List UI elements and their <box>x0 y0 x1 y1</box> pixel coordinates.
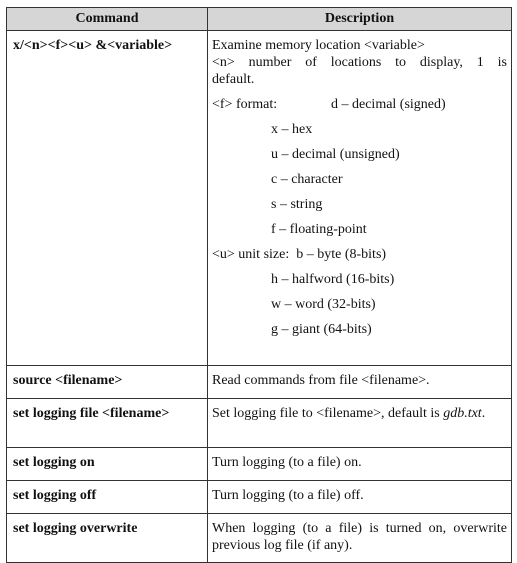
table-row <box>7 481 512 514</box>
table-row <box>7 366 512 399</box>
description-cell <box>208 31 512 366</box>
unit-option: g – giant (64-bits) <box>271 322 372 337</box>
desc-word: locations <box>330 55 382 70</box>
format-option: s – string <box>271 197 323 212</box>
unit-option: h – halfword (16-bits) <box>271 272 395 287</box>
desc-word: to <box>395 55 407 70</box>
unit-option: b – byte (8-bits) <box>296 247 387 262</box>
desc-word: 1 <box>476 55 484 70</box>
command-cell: set logging file <filename> <box>7 399 208 448</box>
header-description: Description <box>208 8 512 31</box>
format-option: d – decimal (signed) <box>331 97 446 112</box>
command-cell: set logging off <box>7 481 208 514</box>
format-line <box>212 96 507 113</box>
description-cell: Turn logging (to a file) on. <box>208 448 512 481</box>
format-option: f – floating-point <box>271 222 367 237</box>
command-table <box>6 7 512 563</box>
format-option: u – decimal (unsigned) <box>271 147 400 162</box>
table-row <box>7 31 512 366</box>
description-cell <box>208 399 512 448</box>
description-cell: Turn logging (to a file) off. <box>208 481 512 514</box>
header-command: Command <box>7 8 208 31</box>
desc-word: is <box>497 55 507 70</box>
format-option: x – hex <box>271 122 313 137</box>
desc-word: display, <box>419 55 463 70</box>
command-cell: set logging overwrite <box>7 514 208 563</box>
table-row <box>7 448 512 481</box>
table-row <box>7 514 512 563</box>
description-cell: Read commands from file <filename>. <box>208 366 512 399</box>
table-row <box>7 399 512 448</box>
command-cell: set logging on <box>7 448 208 481</box>
desc-text: Set logging file to <filename>, default is <box>212 406 440 421</box>
desc-word: number <box>248 55 292 70</box>
command-cell: source <filename> <box>7 366 208 399</box>
desc-word: <n> <box>212 55 235 70</box>
desc-line <box>212 54 507 71</box>
desc-word: of <box>305 55 317 70</box>
desc-line: Examine memory location <variable> <box>212 38 425 53</box>
command-cell: x/<n><f><u> &<variable> <box>7 31 208 366</box>
default-filename: gdb.txt <box>443 406 482 421</box>
format-option: c – character <box>271 172 343 187</box>
desc-period: . <box>481 406 486 421</box>
format-label: <f> format: <box>212 97 278 112</box>
unit-line <box>212 246 507 263</box>
header-row <box>7 8 512 31</box>
desc-line: default. <box>212 72 255 87</box>
description-cell: When logging (to a file) is turned on, overwrite previous log file (if any). <box>208 514 512 563</box>
unit-option: w – word (32-bits) <box>271 297 376 312</box>
unit-label: <u> unit size: <box>212 247 290 262</box>
